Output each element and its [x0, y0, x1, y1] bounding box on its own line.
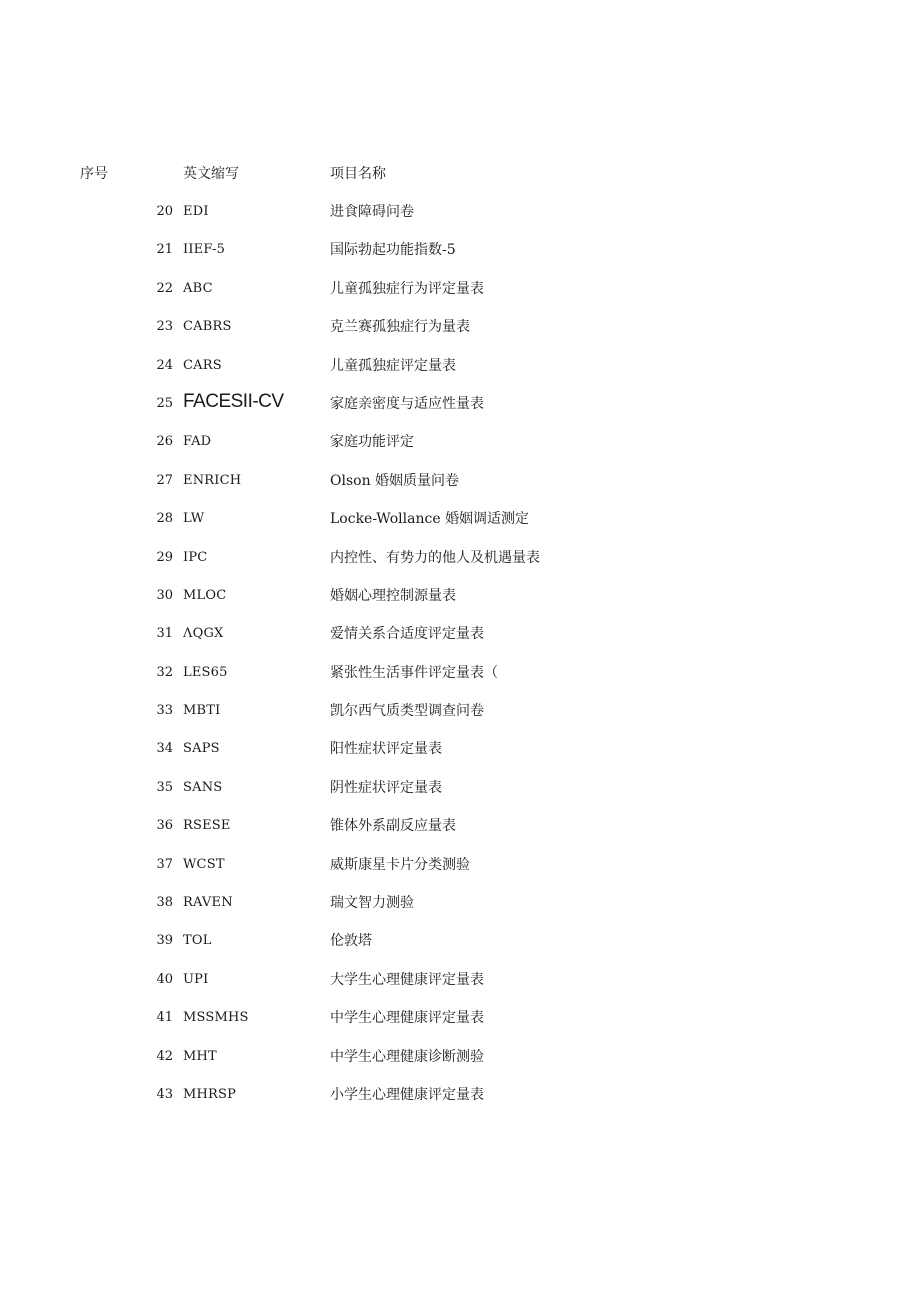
row-name: 家庭功能评定: [330, 434, 414, 451]
row-name: 伦敦塔: [330, 933, 372, 950]
row-name: 进食障碍问卷: [330, 204, 414, 220]
row-name: 国际勃起功能指数-5: [330, 242, 456, 259]
row-number: 26: [156, 434, 173, 450]
row-abbreviation: CARS: [183, 357, 222, 373]
table-row: [0, 239, 920, 277]
table-row: [0, 930, 920, 968]
table-row: [0, 470, 920, 508]
header-number: 序号: [80, 166, 108, 182]
row-number: 31: [156, 626, 173, 642]
table-row: [0, 1046, 920, 1084]
row-abbreviation: RAVEN: [183, 895, 233, 911]
row-number: 36: [156, 818, 173, 834]
row-number: 42: [156, 1048, 173, 1064]
row-number: 40: [156, 971, 173, 987]
row-abbreviation: LW: [183, 511, 205, 527]
table-row: [0, 390, 920, 431]
table-row: [0, 585, 920, 623]
row-name: 小学生心理健康评定量表: [330, 1086, 484, 1103]
row-number: 28: [156, 511, 173, 527]
table-row: [0, 815, 920, 853]
row-number: 30: [156, 587, 173, 603]
row-number: 27: [156, 472, 173, 488]
row-name: 阴性症状评定量表: [330, 779, 442, 796]
row-number: 43: [156, 1086, 173, 1102]
table-row: [0, 278, 920, 316]
table-row: [0, 700, 920, 738]
row-abbreviation: TOL: [183, 933, 212, 949]
row-abbreviation: SANS: [183, 779, 223, 795]
row-name: 内控性、有势力的他人及机遇量表: [330, 549, 540, 566]
row-name: 阳性症状评定量表: [330, 741, 442, 758]
row-number: 37: [156, 856, 173, 872]
table-row: [0, 777, 920, 815]
row-abbreviation: MHT: [183, 1048, 217, 1064]
table-row: [0, 854, 920, 892]
row-abbreviation: IPC: [183, 549, 208, 565]
row-number: 32: [156, 664, 173, 680]
table-row: [0, 662, 920, 700]
table-row: [0, 1084, 920, 1122]
row-number: 24: [156, 357, 173, 373]
row-abbreviation: RSESE: [183, 818, 231, 834]
table-row: [0, 355, 920, 393]
row-name: 凯尔西气质类型调查问卷: [330, 703, 484, 720]
row-abbreviation: FAD: [183, 434, 212, 450]
row-name: 瑞文智力测验: [330, 895, 414, 912]
row-abbreviation: MHRSP: [183, 1086, 237, 1102]
row-abbreviation: IIEF-5: [183, 242, 226, 258]
row-abbreviation: FACESII-CV: [183, 390, 284, 412]
row-number: 20: [156, 204, 173, 219]
row-number: 38: [156, 895, 173, 911]
header-abbreviation: 英文缩写: [183, 166, 239, 182]
table-row: [0, 969, 920, 1007]
header-name: 项目名称: [330, 166, 386, 182]
row-name: 大学生心理健康评定量表: [330, 971, 484, 988]
table-row: [0, 201, 920, 239]
row-name: 中学生心理健康评定量表: [330, 1010, 484, 1027]
row-abbreviation: ΛQGX: [183, 626, 224, 642]
table-row: [0, 547, 920, 585]
row-name: 中学生心理健康诊断测验: [330, 1048, 484, 1065]
row-name: Olson 婚姻质量问卷: [330, 472, 460, 489]
row-name: 紧张性生活事件评定量表（: [330, 664, 498, 681]
row-abbreviation: ENRICH: [183, 472, 242, 488]
table-row: [0, 623, 920, 661]
table-row: [0, 892, 920, 930]
row-name: 威斯康星卡片分类测验: [330, 856, 470, 873]
row-abbreviation: ABC: [183, 280, 213, 296]
row-number: 29: [156, 549, 173, 565]
row-number: 35: [156, 779, 173, 795]
row-name: 爱情关系合适度评定量表: [330, 626, 484, 643]
row-number: 22: [156, 280, 173, 296]
row-number: 41: [156, 1010, 173, 1026]
row-number: 33: [156, 703, 173, 719]
row-abbreviation: EDI: [183, 204, 209, 219]
row-abbreviation: WCST: [183, 856, 225, 872]
row-number: 23: [156, 319, 173, 335]
row-abbreviation: MSSMHS: [183, 1010, 249, 1026]
table-body: [0, 201, 920, 1122]
table-row: [0, 316, 920, 354]
row-number: 21: [156, 242, 173, 258]
row-abbreviation: SAPS: [183, 741, 220, 757]
row-abbreviation: CABRS: [183, 319, 232, 335]
row-name: 锥体外系副反应量表: [330, 818, 456, 835]
row-abbreviation: LES65: [183, 664, 228, 680]
row-name: 儿童孤独症行为评定量表: [330, 280, 484, 297]
table-row: [0, 1007, 920, 1045]
row-name: Locke-Wollance 婚姻调适测定: [330, 511, 530, 528]
row-number: 39: [156, 933, 173, 949]
row-name: 家庭亲密度与适应性量表: [330, 395, 484, 412]
row-abbreviation: UPI: [183, 971, 209, 987]
table-header: [0, 163, 920, 185]
table-row: [0, 431, 920, 469]
row-abbreviation: MBTI: [183, 703, 221, 719]
row-abbreviation: MLOC: [183, 587, 227, 603]
row-number: 34: [156, 741, 173, 757]
table-row: [0, 508, 920, 546]
table-row: [0, 738, 920, 776]
row-name: 婚姻心理控制源量表: [330, 587, 456, 604]
row-number: 25: [156, 395, 173, 411]
row-name: 克兰赛孤独症行为量表: [330, 319, 470, 336]
row-name: 儿童孤独症评定量表: [330, 357, 456, 374]
